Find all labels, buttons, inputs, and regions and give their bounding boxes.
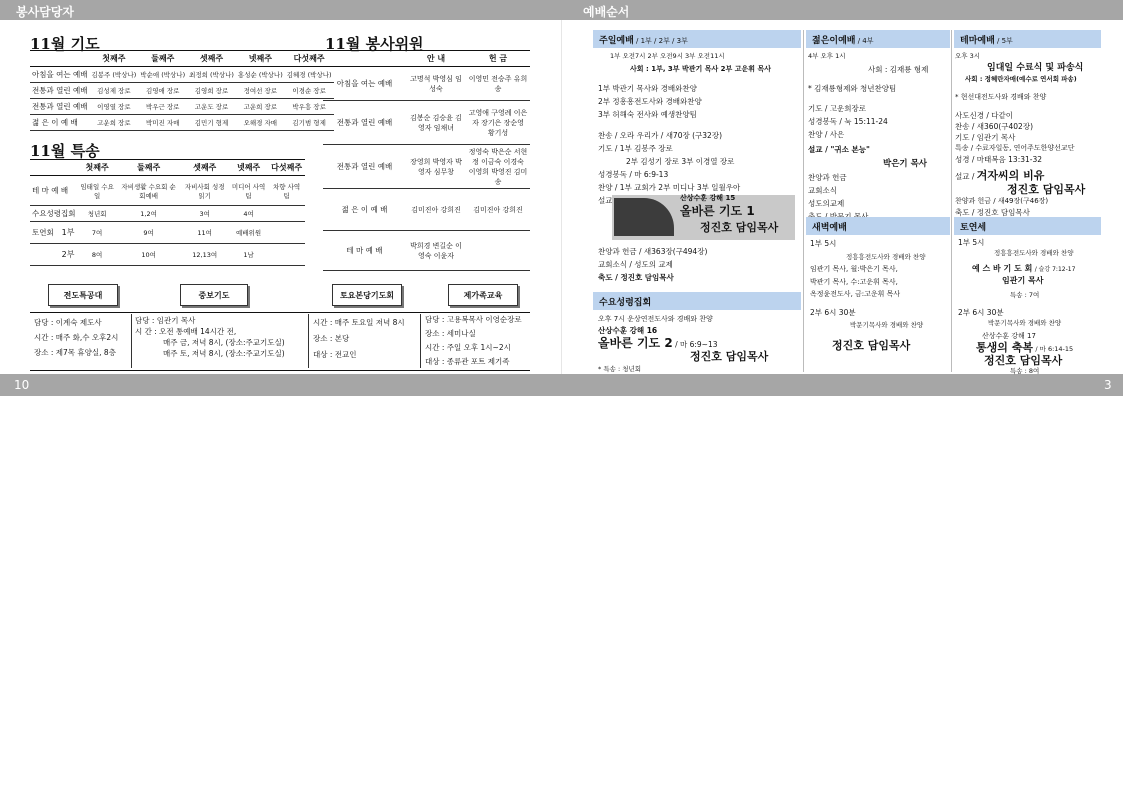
info-line: 담당 : 이계숙 제도사 [34, 318, 102, 327]
youth-host: 사회 : 김재룡 형제 [868, 65, 929, 74]
table-cell: 자비사회 성경읽기 [180, 176, 228, 206]
column-header: 다섯째주 [285, 51, 334, 67]
order-line: 1부 박관기 목사와 경배와찬양 [598, 84, 697, 93]
row-label: 젊 은 이 예 배 [30, 115, 89, 131]
table-cell: 차향 사역팀 [268, 176, 305, 206]
table-row [323, 145, 530, 189]
row-label: 아침을 여는 예배 [323, 67, 406, 101]
table-cell: 청년회 [77, 206, 116, 222]
family-education-info [425, 313, 530, 369]
order-line: 찬양 / 1부 교회가 2부 미디나 3부 일월우아 [598, 183, 741, 192]
page-spine [561, 20, 562, 374]
sat-first: 1부 5시 [958, 238, 985, 247]
order-line [598, 121, 803, 129]
info-line: 장소 : 본당 [313, 334, 350, 343]
table-cell: 9여 [117, 222, 181, 244]
saturday-service-header: 토연세 [954, 217, 1101, 235]
sunday-head-label: 주일예배 [599, 36, 634, 46]
order-line: * 김재룡형제와 청년찬양팀 [808, 84, 897, 93]
info-divider [420, 314, 421, 368]
table-cell: 박우근 장로 [138, 99, 187, 115]
sat-pastor1: 임관기 목사 [1002, 276, 1044, 285]
column-header: 둘째주 [117, 160, 181, 176]
wednesday-header: 수요성령집회 [593, 292, 801, 310]
dawn-first: 1부 5시 [810, 239, 837, 248]
table-header-row [323, 51, 530, 67]
offering-cell: 이영민 전승주 유희송 [466, 67, 530, 101]
order-line: 찬양과 헌금 / 새363장(구494장) [598, 247, 708, 256]
table-cell: 김영희 장로 [187, 83, 236, 99]
table-row [30, 176, 305, 206]
theme-sermon: 겨자씨의 비유 [976, 169, 1045, 182]
guide-cell: 김미진아 강희진 [406, 189, 466, 231]
order-line: 성도의교제 [808, 199, 845, 208]
order-line: 교회소식 [808, 186, 837, 195]
order-line: 2부 정흥흥전도사와 경배와찬양 [598, 97, 702, 106]
info-line: 시 간 : 오전 통예배 14시간 전, [135, 327, 237, 336]
table-cell: 박미진 자매 [138, 115, 187, 131]
sat-second: 2부 6시 30분 [958, 308, 1004, 317]
order-line: 교회소식 / 성도의 교제 [598, 260, 673, 269]
order-line: 찬양과 헌금 [808, 173, 847, 182]
order-line: 찬양과 헌금 / 새49장(구46장) [955, 197, 1049, 205]
column-header: 셋째주 [187, 51, 236, 67]
row-sublabel: 1부 [59, 222, 78, 244]
wed-time: 오후 7시 운상연전도사와 경배와 찬양 [598, 315, 713, 323]
sunday-series: 산상수훈 강해 15 [680, 194, 736, 202]
corner-cell [323, 51, 406, 67]
order-line: 설교 / "귀소 본능" [808, 145, 870, 154]
corner-cell [30, 51, 89, 67]
youth-head-sub: / 4부 [855, 37, 874, 45]
volunteer-title: 11월 봉사위원 [325, 35, 424, 53]
sat-ref2: / 마 6:14-15 [1035, 345, 1074, 353]
sunday-order [598, 50, 803, 207]
table-cell [268, 222, 305, 244]
guide-cell: 박희경 변길순 이영숙 이윤자 [406, 231, 466, 271]
order-line: 기도 / 1부 김봉주 장로 [598, 144, 673, 153]
table-cell: 미디어 사역팀 [229, 176, 268, 206]
table-cell: 1,2여 [117, 206, 181, 222]
evangelism-button[interactable]: 전도특공대 [48, 284, 118, 306]
table-row [323, 101, 530, 145]
table-cell: 김성제 장로 [89, 83, 138, 99]
youth-time: 4부 오후 1시 [808, 52, 846, 60]
order-line: 설교 [598, 196, 613, 205]
table-cell: 이경순 장로 [285, 83, 334, 99]
sunday-service-header [593, 30, 801, 48]
order-line: 성경봉독 / 마 6:9-13 [598, 170, 669, 179]
theme-host: 사회 : 정혜란자매(예수로 연서회 파송) [965, 75, 1077, 83]
table-header-row [30, 160, 305, 176]
sat-ref: / 슬강 7:12-17 [1034, 266, 1076, 273]
order-line: 찬송 / 오라 우리가 / 새70장 (구32장) [598, 131, 722, 140]
column-header: 넷째주 [229, 160, 268, 176]
column-header: 셋째주 [180, 160, 228, 176]
row-label: 토연회 [30, 222, 59, 244]
theme-head-sub: / 5부 [994, 37, 1013, 45]
theme-pastor: 정진호 담임목사 [1007, 183, 1086, 196]
theme-service-header [954, 30, 1101, 48]
table-row [30, 206, 305, 222]
column-header: 헌 금 [466, 51, 530, 67]
order-line: 성경 / 마태복음 13:31-32 [955, 155, 1043, 164]
volunteer-table [323, 50, 530, 271]
info-line: 담당 : 고용복목사 이영순장로 [425, 315, 522, 324]
sat-first-leader: 정흥흥전도사와 경배와 찬양 [994, 249, 1074, 257]
row-label: 젊 은 이 예 배 [323, 189, 406, 231]
table-row [30, 83, 334, 99]
column-header: 첫째주 [77, 160, 116, 176]
table-cell: 예배위원 [229, 222, 268, 244]
table-row [323, 67, 530, 101]
sunday-pastor: 정진호 담임목사 [700, 221, 779, 234]
table-cell: 8여 [77, 244, 116, 266]
wed-series: 산상수훈 강해 16 [598, 326, 658, 335]
sat-special1: 특송 : 7여 [1010, 291, 1040, 299]
sat-second-leader: 박문기목사와 경배와 찬양 [988, 319, 1062, 327]
table-cell: 4여 [229, 206, 268, 222]
table-cell: 11여 [180, 222, 228, 244]
order-line: 3부 허해숙 전사와 예생찬양팀 [598, 110, 697, 119]
row-label: 수요성령집회 [30, 206, 77, 222]
theme-head-label: 테마예배 [960, 36, 995, 46]
table-row [30, 222, 305, 244]
table-cell: 이영열 장로 [89, 99, 138, 115]
offering-cell [466, 231, 530, 271]
order-line: 성경봉독 / 눅 15:11-24 [808, 117, 888, 126]
table-cell: 박순애 (박상나) [138, 67, 187, 83]
row-sublabel: 2부 [59, 244, 78, 266]
table-cell: 10여 [117, 244, 181, 266]
corner-cell [30, 160, 77, 176]
table-cell [268, 244, 305, 266]
order-line: 박관기 목사, 수:고운휘 목사, [810, 277, 898, 286]
order-line: 축도 / 정진호 담임목사 [955, 208, 1030, 217]
info-line: 장소 : 세미나실 [425, 329, 476, 338]
order-line: 사도신경 / 다같이 [955, 111, 1014, 120]
row-label: 테 마 예 배 [323, 231, 406, 271]
column-divider [803, 30, 804, 372]
table-cell: 정여선 장로 [236, 83, 285, 99]
order-line: 기도 / 고운희장로 [808, 104, 867, 113]
info-bottom-rule [30, 370, 530, 371]
table-cell: 12,13여 [180, 244, 228, 266]
row-label: 전통과 열린 예배 [323, 145, 406, 189]
row-label: 전통과 열린 예배 [30, 99, 89, 115]
wed-pastor: 정진호 담임목사 [690, 350, 769, 363]
bottom-band [0, 374, 1123, 396]
evangelism-info [34, 315, 130, 360]
info-line: 담당 : 임관기 목사 [135, 316, 196, 325]
wednesday-order [598, 313, 803, 375]
info-line: 대상 : 전교인 [313, 350, 357, 359]
youth-service-header [806, 30, 950, 48]
sunday-times: 1부 오전7시 2부 오전9시 3부 오전11시 [610, 52, 725, 60]
row-label: 아침을 여는 예배 [30, 67, 89, 83]
row-label: 전통과 열린 예배 [323, 101, 406, 145]
wed-sermon: 올바른 기도 2 [598, 336, 673, 350]
saturday-prayer-button[interactable]: 토요본당기도회 [332, 284, 402, 306]
order-line: 임관기 목사, 월:박은기 목사, [810, 265, 898, 273]
table-cell: 김기범 형제 [285, 115, 334, 131]
order-line: 찬양 / 사은 [808, 130, 845, 139]
order-line: * 현선대전도사와 경배와 찬양 [955, 93, 1047, 101]
info-divider [131, 314, 132, 368]
table-row [30, 115, 334, 131]
sat-pastor2: 정진호 담임목사 [984, 354, 1063, 367]
table-row [30, 67, 334, 83]
special-song-title: 11월 특송 [30, 142, 100, 160]
dawn-first-leader: 정흥흥전도사와 경배와 찬양 [846, 252, 926, 261]
wed-ref: / 마 6:9~13 [675, 340, 718, 349]
sunday-head-sub: / 1부 / 2부 / 3부 [633, 37, 688, 45]
guide-cell: 고명석 박영심 임성숙 [406, 67, 466, 101]
intercession-button[interactable]: 중보기도 [180, 284, 248, 306]
table-row [323, 231, 530, 271]
info-line: 대상 : 종류관 포트 제기족 [425, 357, 510, 366]
info-line: 시간 : 매주 화,수 오후2시 [34, 333, 119, 342]
prayer-title: 11월 기도 [30, 35, 100, 53]
offering-cell: 김미진아 강희진 [466, 189, 530, 231]
table-header-row [30, 51, 334, 67]
prayer-table [30, 50, 334, 131]
table-cell: 김혜경 (박상나) [285, 67, 334, 83]
table-cell: 김민기 형제 [187, 115, 236, 131]
table-cell: 1남 [229, 244, 268, 266]
theme-event-title: 임대일 수료식 및 파송식 [987, 63, 1084, 73]
guide-cell: 장영희 박영자 박영자 심무창 [406, 145, 466, 189]
row-label: 전통과 열린 예배 [30, 83, 89, 99]
info-line: 장소 : 제7목 휴양실, 8층 [34, 348, 116, 357]
column-header: 넷째주 [236, 51, 285, 67]
guide-cell: 김봉순 김승윤 김영자 임채녀 [406, 101, 466, 145]
order-line: 옥정윤전도사, 금:고운휘 목사 [810, 290, 901, 298]
dawn-order [810, 238, 950, 352]
order-line [808, 95, 951, 102]
right-page-number: 3 [1104, 378, 1112, 392]
order-line: 축도 / 정진호 담임목사 [598, 273, 674, 282]
family-education-button[interactable]: 제가족교육 [448, 284, 518, 306]
table-cell: 오해경 자매 [236, 115, 285, 131]
sat-special2: 특송 : 8여 [1010, 367, 1040, 375]
column-header: 안 내 [406, 51, 466, 67]
order-line: 특송 / 수료자일동, 연어주도한양선교단 [955, 144, 1075, 152]
row-label [30, 244, 59, 266]
info-line: 매주 금, 저녁 8시, (장소:주교기도실) [163, 338, 285, 347]
table-cell: 고운희 장로 [89, 115, 138, 131]
table-row [323, 189, 530, 231]
info-line: 시간 : 주일 오후 1시~2시 [425, 343, 511, 352]
info-divider [308, 314, 309, 368]
column-header: 다섯째주 [268, 160, 305, 176]
youth-pastor: 박은기 목사 [883, 159, 928, 169]
order-line: 기도 / 임관기 목사 [955, 133, 1016, 142]
column-divider [951, 30, 952, 372]
table-cell: 고운희 장로 [236, 99, 285, 115]
order-line: 2부 김성기 장로 3부 이경열 장로 [626, 157, 735, 166]
table-cell: 고운도 장로 [187, 99, 236, 115]
theme-sermon-label: 설교 / [955, 172, 975, 181]
sunday-sermon-title: 올바른 기도 1 [680, 204, 755, 218]
top-band [0, 0, 1123, 20]
saturday-order [958, 237, 1101, 377]
youth-order [808, 50, 951, 223]
offering-cell: 고영애 구영례 이은자 장기은 장순영 황기성 [466, 101, 530, 145]
table-cell: 박우흥 장로 [285, 99, 334, 115]
table-cell: 3여 [180, 206, 228, 222]
column-header: 첫째주 [89, 51, 138, 67]
right-page-heading: 예배순서 [583, 5, 630, 19]
dawn-service-header: 새벽예배 [806, 217, 950, 235]
offering-cell: 정영숙 박은순 서현정 이금숙 이경숙 이영희 박영진 김미송 [466, 145, 530, 189]
table-cell [268, 206, 305, 222]
table-cell: 자비생활 수요회 순회예배 [117, 176, 181, 206]
sat-sermon: 통생의 축복 [976, 341, 1033, 354]
table-cell: 김봉주 (박상나) [89, 67, 138, 83]
dawn-second: 2부 6시 30분 [810, 307, 856, 317]
dawn-pastor: 정진호 담임목사 [832, 338, 911, 352]
wed-special: * 특송 : 청년회 [598, 365, 642, 373]
dawn-second-leader: 박문기목사와 경배와 찬양 [850, 321, 924, 329]
intercession-info [135, 315, 307, 359]
table-cell: 7여 [77, 222, 116, 244]
table-row [30, 99, 334, 115]
info-line: 매주 토, 저녁 8시, (장소:주교기도실) [163, 349, 285, 358]
column-header: 둘째주 [138, 51, 187, 67]
youth-head-label: 젊은이예배 [812, 36, 856, 46]
order-line: 찬송 / 새360(구402장) [955, 122, 1034, 131]
left-page-heading: 봉사담당자 [16, 5, 74, 19]
sunday-after [598, 245, 803, 284]
table-row [30, 244, 305, 266]
theme-order [955, 50, 1101, 218]
special-song-table [30, 159, 305, 266]
theme-time: 오후 3시 [955, 52, 981, 60]
info-line: 시간 : 매주 토요일 저녁 8시 [313, 318, 405, 327]
sat-title: 예 스 바 기 도 회 [972, 264, 1033, 273]
table-cell: 최정희 (박상나) [187, 67, 236, 83]
left-page-number: 10 [14, 378, 30, 392]
sunday-host: 사회 : 1부, 3부 박관기 목사 2부 고운휘 목사 [630, 65, 771, 73]
table-cell: 김영애 장로 [138, 83, 187, 99]
row-label: 테 마 예 배 [30, 176, 77, 206]
sat-series: 산상수훈 강해 17 [982, 332, 1036, 340]
table-cell: 임태일 수요일 [77, 176, 116, 206]
table-cell: 홍성순 (박상나) [236, 67, 285, 83]
saturday-prayer-info [313, 315, 419, 363]
